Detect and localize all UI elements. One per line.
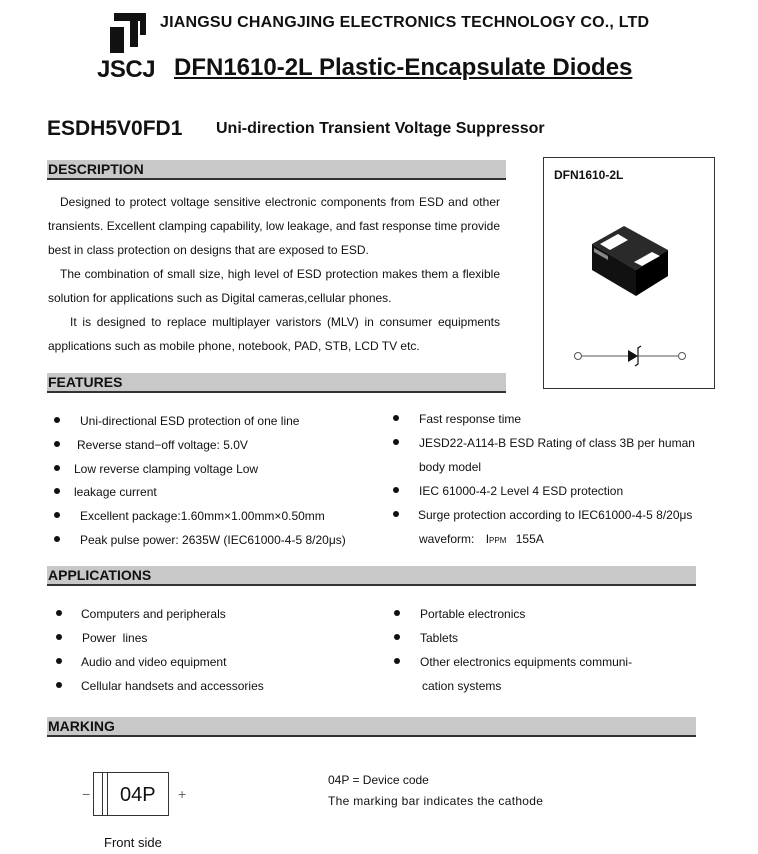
package-box [543,157,715,389]
application-item: Other electronics equipments communi- [420,655,633,669]
bullet-icon [394,610,400,616]
part-number: ESDH5V0FD1 [47,117,183,140]
marking-note-device-code: 04P = Device code [328,773,429,787]
description-paragraph-3: It is designed to replace multiplayer varistors (MLV) in consumer equipments applications such as mobile phone, notebook, PAD, STB, LCD TV etc. [48,315,500,353]
description-heading: DESCRIPTION [47,160,506,180]
marking-heading: MARKING [47,717,696,737]
bullet-icon [393,439,399,445]
marking-plus: + [178,786,187,802]
application-item-continued: cation systems [422,679,502,693]
description-paragraph-1: Designed to protect voltage sensitive electronic components from ESD and other transients. Excellent clamping capability, low leakage, and fast response time provide best in class protection on designs that are exposed to ESD. [48,195,501,257]
feature-item-continued: body model [419,460,482,474]
application-item: Portable electronics [420,607,526,621]
application-item: Cellular handsets and accessories [81,679,264,693]
document-title: DFN1610-2L Plastic-Encapsulate Diodes [174,54,633,81]
package-3d-icon [588,220,672,300]
feature-item: Uni-directional ESD protection of one line [80,414,300,428]
application-item: Audio and video equipment [81,655,227,669]
bullet-icon [394,634,400,640]
marking-minus: − [82,786,91,802]
application-item: Power lines [82,631,148,645]
waveform-label: waveform: [419,532,475,546]
device-code: 04P [120,784,156,806]
bullet-icon [54,441,60,447]
package-label: DFN1610-2L [554,168,624,182]
marking-package-box [93,772,169,816]
bullet-icon [54,465,60,471]
ippm-i: I [485,532,490,546]
jscj-logo-icon [106,13,154,55]
bullet-icon [54,488,60,494]
ippm-symbol [486,532,507,546]
company-name: JIANGSU CHANGJING ELECTRONICS TECHNOLOGY CO., LTD [160,14,650,31]
feature-item: Reverse stand−off voltage: 5.0V [77,438,248,452]
feature-item: leakage current [74,485,157,499]
feature-item: Excellent package:1.60mm×1.00mm×0.50mm [80,509,325,523]
feature-item: IEC 61000-4-2 Level 4 ESD protection [419,484,624,498]
bullet-icon [54,536,60,542]
part-description: Uni-direction Transient Voltage Suppressor [216,120,545,137]
feature-item: Surge protection according to IEC61000-4-5 8/20μs [418,508,693,522]
feature-item: Peak pulse power: 2635W (IEC61000-4-5 8/20μs) [80,533,346,547]
bullet-icon [56,610,62,616]
bullet-icon [393,511,399,517]
feature-item: JESD22-A114-B ESD Rating of class 3B per human [419,436,695,450]
application-item: Tablets [420,631,459,645]
bullet-icon [393,415,399,421]
bullet-icon [56,658,62,664]
ippm-subscript: PPM [489,536,507,545]
bullet-icon [54,417,60,423]
description-paragraph-2: The combination of small size, high level of ESD protection makes them a flexible solution for applications such as Digital cameras,cellular phones. [48,267,500,305]
cathode-bar [102,773,108,815]
feature-item: Low reverse clamping voltage Low [74,462,259,476]
marking-note-cathode: The marking bar indicates the cathode [328,794,544,808]
logo-text: JSCJ [97,56,156,83]
bullet-icon [393,487,399,493]
feature-item-continued [419,532,544,548]
bullet-icon [56,682,62,688]
feature-item: Fast response time [419,412,522,426]
ippm-value: 155A [515,532,544,546]
applications-heading: APPLICATIONS [47,566,696,586]
marking-caption: Front side [104,835,162,850]
bullet-icon [54,512,60,518]
bullet-icon [394,658,400,664]
features-heading: FEATURES [47,373,506,393]
diode-symbol-icon [572,342,688,370]
application-item: Computers and peripherals [81,607,226,621]
bullet-icon [56,634,62,640]
